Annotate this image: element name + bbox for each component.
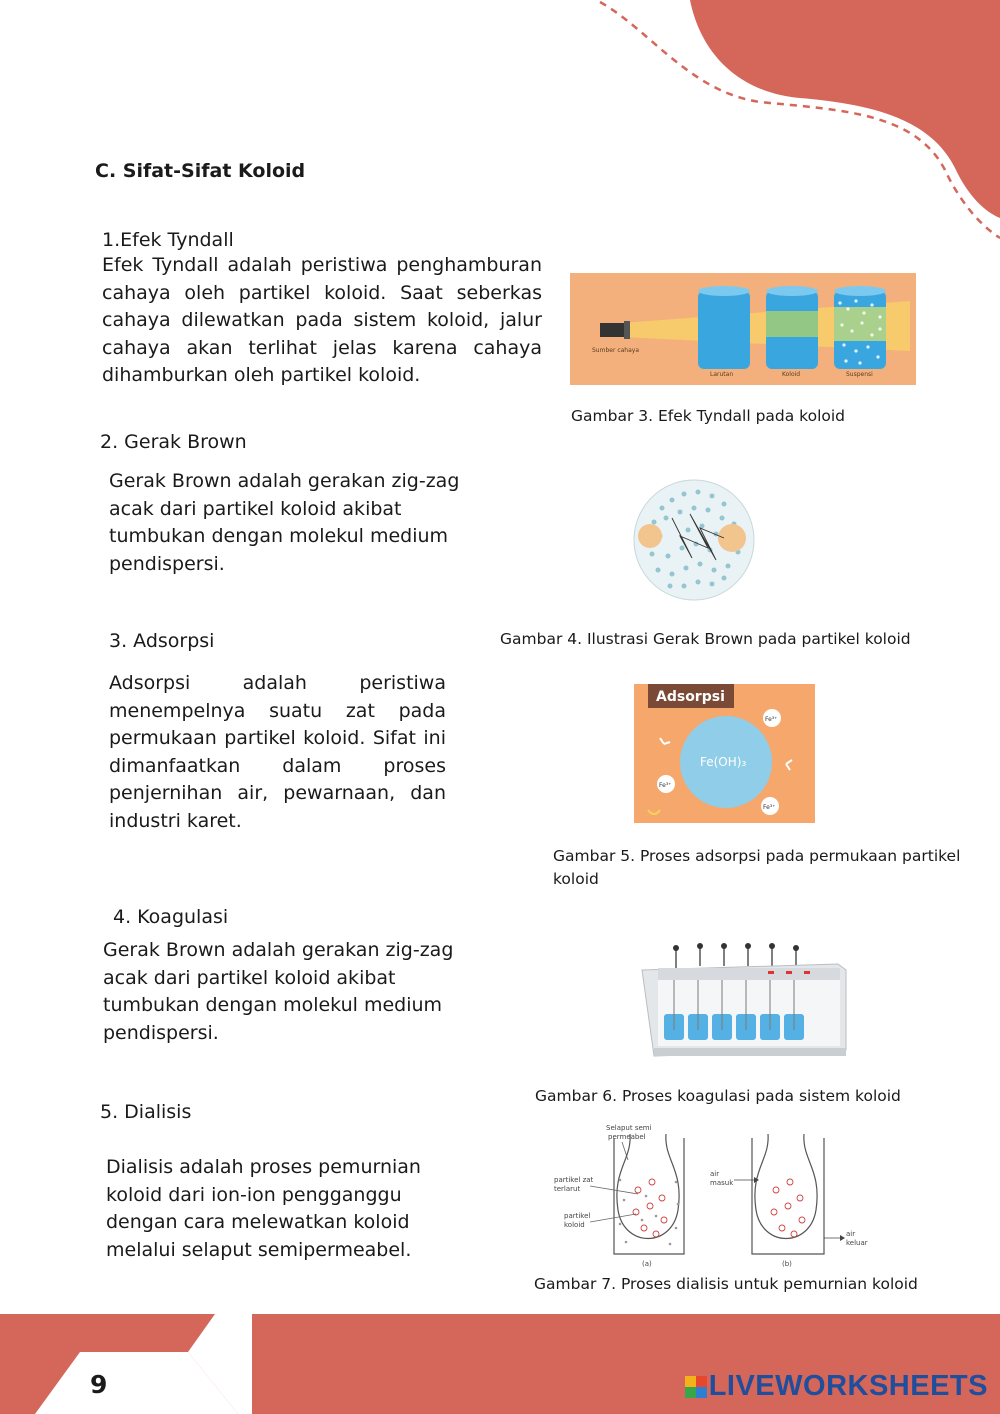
label-sumber-cahaya: Sumber cahaya: [592, 347, 640, 354]
caption-gambar-5: Gambar 5. Proses adsorpsi pada permukaan partikel koloid: [553, 847, 961, 888]
label-selaput-semi: Selaput semi: [606, 1124, 652, 1132]
text-adsorpsi: Adsorpsi adalah peristiwa menempelnya suatu zat pada permukaan partikel koloid. Sifat ini dimanfaatkan dalam proses penjernihan air, pewarnaan, dan industri karet.: [109, 672, 446, 832]
heading-gerak-brown: 2. Gerak Brown: [100, 431, 247, 453]
text-gerak-brown: Gerak Brown adalah gerakan zig-zag acak dari partikel koloid akibat tumbukan dengan molekul medium pendispersi.: [109, 470, 460, 575]
label-air-keluar-1: air: [846, 1230, 856, 1238]
text-efek-tyndall: Efek Tyndall adalah peristiwa penghamburan cahaya oleh partikel koloid. Saat seberkas cahaya dilewatkan pada sistem koloid, jalur cahaya akan terlihat jelas karena cahaya dihamburkan oleh partikel koloid.: [102, 254, 542, 386]
label-air-keluar-2: keluar: [846, 1239, 868, 1247]
label-air-masuk-1: air: [710, 1170, 720, 1178]
figure-tyndall: [570, 273, 916, 385]
label-koloid: koloid: [564, 1221, 585, 1229]
heading-dialisis: 5. Dialisis: [100, 1101, 192, 1123]
page-number: 9: [90, 1370, 108, 1399]
figure-adsorpsi: [634, 684, 815, 823]
label-feoh3: Fe(OH)₃: [700, 755, 747, 769]
liveworksheets-badge-icon: [685, 1376, 707, 1398]
label-fe3-3: Fe³⁺: [763, 804, 776, 811]
figure-gerak-brown: [632, 478, 756, 602]
top-right-decoration: [0, 0, 1000, 260]
figure-koagulasi: [638, 940, 850, 1070]
brand-text: LIVEWORKSHEETS: [708, 1370, 988, 1402]
label-permeabel: permeabel: [608, 1133, 646, 1141]
label-koloid: Koloid: [782, 371, 801, 378]
label-adsorpsi: Adsorpsi: [656, 689, 725, 705]
label-partikel: partikel: [564, 1212, 591, 1220]
heading-efek-tyndall: 1.Efek Tyndall: [102, 229, 234, 251]
heading-adsorpsi: 3. Adsorpsi: [109, 630, 215, 652]
label-terlarut: terlarut: [554, 1185, 581, 1193]
text-dialisis: Dialisis adalah proses pemurnian koloid dari ion-ion pengganggu dengan cara melewatkan koloid melalui selaput semipermeabel.: [106, 1156, 421, 1261]
heading-koagulasi: 4. Koagulasi: [113, 906, 229, 928]
caption-gambar-6: Gambar 6. Proses koagulasi pada sistem koloid: [535, 1087, 901, 1105]
label-a: (a): [642, 1260, 652, 1268]
label-b: (b): [782, 1260, 792, 1268]
label-fe3-2: Fe³⁺: [659, 782, 672, 789]
section-title: C. Sifat-Sifat Koloid: [95, 160, 306, 182]
caption-gambar-7: Gambar 7. Proses dialisis untuk pemurnian koloid: [534, 1275, 918, 1293]
liveworksheets-logo[interactable]: [685, 1370, 988, 1403]
label-suspensi: Suspensi: [846, 371, 873, 378]
text-koagulasi: Gerak Brown adalah gerakan zig-zag acak dari partikel koloid akibat tumbukan dengan molekul medium pendispersi.: [103, 939, 454, 1044]
label-partikel-zat: partikel zat: [554, 1176, 594, 1184]
caption-gambar-3: Gambar 3. Efek Tyndall pada koloid: [571, 407, 846, 425]
label-air-masuk-2: masuk: [710, 1179, 734, 1187]
caption-gambar-4: Gambar 4. Ilustrasi Gerak Brown pada partikel koloid: [500, 630, 911, 648]
label-larutan: Larutan: [710, 371, 734, 378]
figure-dialisis: [552, 1120, 882, 1270]
label-fe3-1: Fe³⁺: [765, 716, 778, 723]
